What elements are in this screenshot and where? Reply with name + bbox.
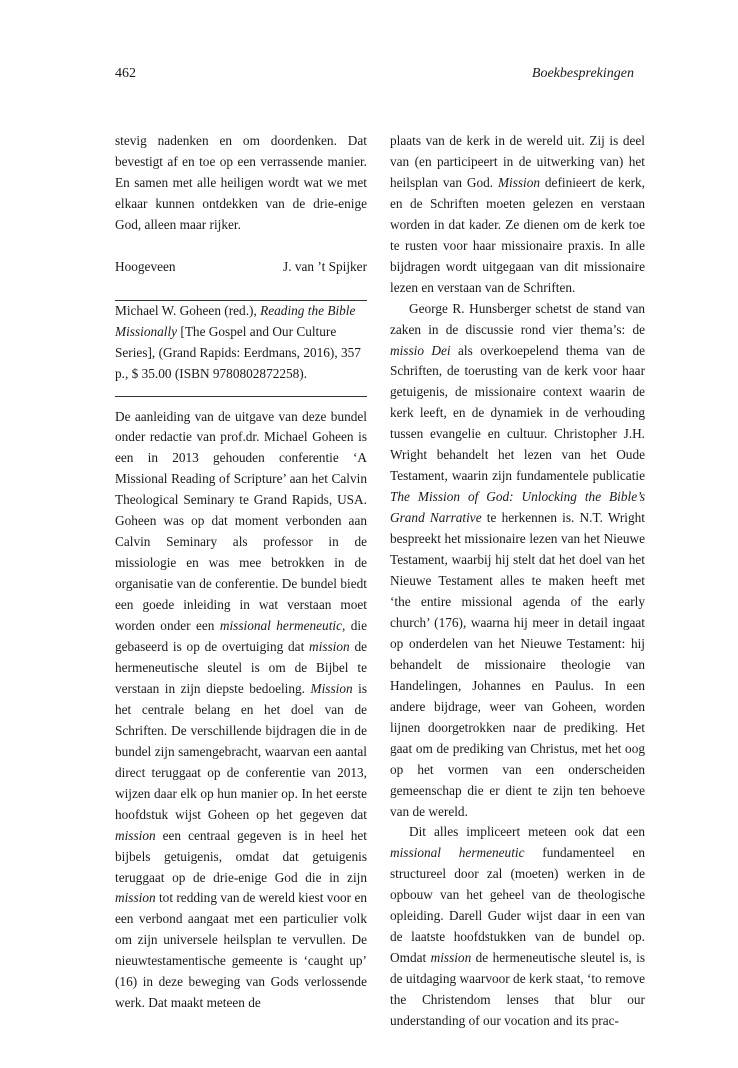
review-signature [115, 257, 367, 278]
right-column [390, 131, 645, 1032]
signature-place: Hoogeveen [115, 258, 176, 274]
separator-rule-bottom [115, 396, 367, 397]
review-paragraph-2: George R. Hunsberger schetst de stand van zaken in de discussie rond vier thema’s: de missio Dei als overkoepelend thema van de Schriften, de toerusting van de kerk voor haar getuigenis, de missionaire context waarin de kerk leeft, en de dynamiek in de verhouding tussen evangelie en cultuur. Christopher J.H. Wright behandelt het lezen van het Oude Testament, waarin zijn fundamentele publicatie The Mission of God: Unlocking the Bible’s Grand Narrative te herkennen is. N.T. Wright bespreekt het missionaire lezen van het Nieuwe Testament, waarbij hij stelt dat het doel van het Nieuwe Testament alles te maken heeft met ‘the entire missional agenda of the early church’ (176), waarna hij meer in detail ingaat op onderdelen van het Nieuwe Testament: hij behandelt de missionaire theologie van Handelingen, Johannes en Paulus. In een andere bijdrage, weer van Goheen, worden lijnen doorgetrokken naar de prediking. Het gaat om de prediking van Christus, met het oog op het vormen van een onderscheiden gemeenschap die er dient te zijn ten behoeve van de wereld. [390, 300, 645, 819]
signature-reviewer: J. van ’t Spijker [283, 258, 367, 274]
running-head: Boekbesprekingen [531, 66, 634, 81]
left-column [115, 131, 367, 1014]
biblio-title: Reading the Bible Missionally [115, 302, 356, 339]
page-number: 462 [115, 66, 136, 81]
review-paragraph-3: Dit alles impliceert meteen ook dat een missional hermeneutic fundamenteel en structureel door zal (moeten) werken in de opbouw van het geheel van de theologische opleiding. Darell Guder wijst daar in een van de laatste hoofdstukken van de bundel op. Omdat mission de hermeneutische sleutel is, is de uitdaging waarvoor de kerk staat, ‘to remove the Christendom lenses that blur our understanding of our vocation and its prac- [390, 824, 645, 1029]
biblio-details: [The Gospel and Our Culture Series], (Grand Rapids: Eerdmans, 2016), 357 p., $ 35.00 (ISBN 9780802872258). [115, 323, 361, 381]
review-paragraph-1-continued: plaats van de kerk in de wereld uit. Zij is deel van (en participeert in de uitwerking van) het heilsplan van God. Mission definieert de kerk, en de Schriften moeten gelezen en verstaan worden in dat kader. Ze dienen om de kerk toe te rusten voor haar missionaire praxis. In alle bijdragen wordt uitgegaan van dit missionaire lezen en verstaan van de Schriften. [390, 133, 646, 295]
bibliographic-entry [115, 301, 367, 385]
previous-review-ending: stevig nadenken en om doordenken. Dat bevestigt af en toe op een verrassende manier. En samen met alle heiligen wordt wat we met elkaar kunnen ontdekken van de drie-enige God, alleen maar rijker. [115, 133, 367, 232]
biblio-author: Michael W. Goheen (red.), [115, 302, 261, 318]
review-paragraph-1: De aanleiding van de uitgave van deze bundel onder redactie van prof.dr. Michael Goheen is een in 2013 gehouden conferentie ‘A Missional Reading of Scripture’ aan het Calvin Theological Seminary te Grand Rapids, USA. Goheen was op dat moment verbonden aan Calvin Seminary als professor in de missiologie en was mee betrokken in de organisatie van de conferentie. De bundel biedt een goede inleiding in wat verstaan moet worden onder een missional hermeneutic, die gebaseerd is op de overtuiging dat mission de hermeneutische sleutel is om de Bijbel te verstaan in zijn diepste bedoeling. Mission is het centrale belang en het doel van de Schriften. De verschillende bijdragen die in de bundel zijn samengebracht, waarvan een aantal direct teruggaat op de conferentie van 2013, wijzen daar elk op hun manier op. In het eerste hoofdstuk wijst Goheen op het gegeven dat mission een centraal gegeven is in heel het bijbels getuigenis, omdat dat getuigenis teruggaat op de drie-enige God die in zijn mission tot redding van de wereld kiest voor en een verbond aangaat met een particulier volk om zijn universele heilsplan te vervullen. De nieuwtestamentische gemeente is ‘caught up’ (16) in deze beweging van Gods verlossende werk. Dat maakt meteen de [115, 408, 367, 1011]
